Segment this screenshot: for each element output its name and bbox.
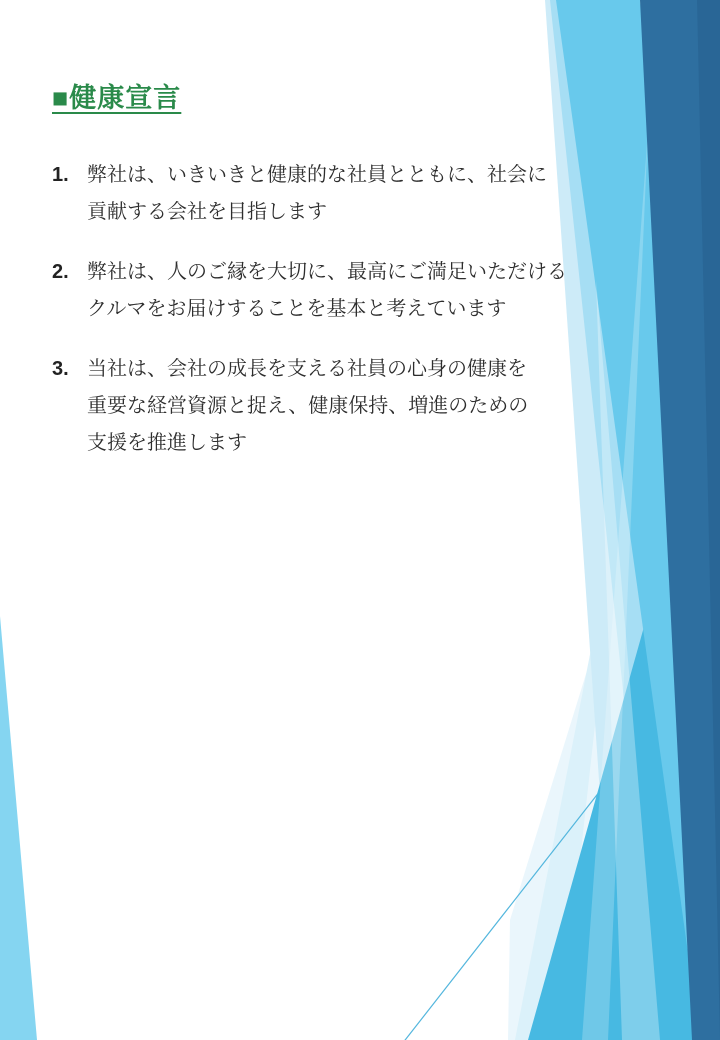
- item-text: [87, 157, 547, 231]
- item-line: 弊社は、いきいきと健康的な社員とともに、社会に: [87, 164, 547, 186]
- item-line: 貢献する会社を目指します: [87, 201, 327, 223]
- page-title: ■健康宣言: [52, 83, 182, 113]
- item-line: 重要な経営資源と捉え、健康保持、増進のための: [87, 395, 529, 417]
- item-number: 2.: [52, 261, 69, 283]
- item-line: 弊社は、人のご縁を大切に、最高にご満足いただける: [87, 261, 567, 283]
- list-item: [52, 254, 567, 328]
- item-number: 1.: [52, 164, 69, 186]
- item-line: 支援を推進します: [87, 432, 247, 454]
- item-text: [87, 351, 528, 462]
- list-item: [52, 351, 567, 462]
- item-text: [87, 254, 567, 328]
- list-item: [52, 157, 567, 231]
- declaration-list: [52, 157, 567, 485]
- item-line: 当社は、会社の成長を支える社員の心身の健康を: [87, 358, 527, 380]
- item-line: クルマをお届けすることを基本と考えています: [87, 298, 507, 320]
- item-number: 3.: [52, 358, 69, 380]
